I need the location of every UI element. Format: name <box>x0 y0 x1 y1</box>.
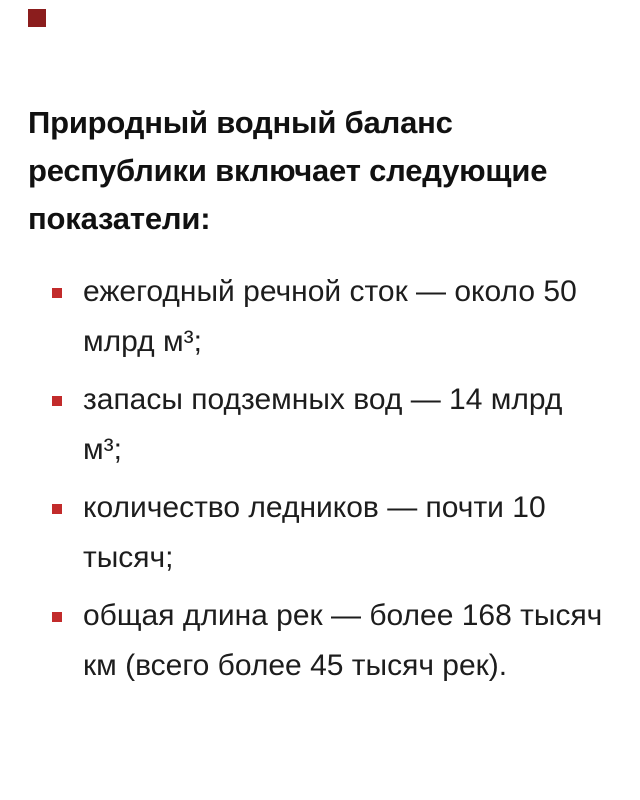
list-item-line: запасы подземных вод — 14 млрд <box>83 383 563 416</box>
bullet-square-icon <box>52 504 62 514</box>
heading-line-1: Природный водный баланс <box>28 105 453 140</box>
corner-marker-square <box>28 9 46 27</box>
heading-line-3: показатели: <box>28 201 211 236</box>
indicator-list <box>28 267 612 691</box>
list-item-line: км (всего более 45 тысяч рек). <box>83 649 508 682</box>
list-item-line: количество ледников — почти 10 <box>83 491 546 524</box>
bullet-square-icon <box>52 612 62 622</box>
list-item-river-length <box>28 591 612 691</box>
list-item-line: тысяч; <box>83 541 174 574</box>
bullet-square-icon <box>52 396 62 406</box>
list-item-glaciers <box>28 483 612 583</box>
list-item-line: ежегодный речной сток — около 50 <box>83 275 577 308</box>
list-item-line: общая длина рек — более 168 тысяч <box>83 599 603 632</box>
list-item-river-flow <box>28 267 612 367</box>
list-item-groundwater <box>28 375 612 475</box>
page-title <box>28 99 612 243</box>
list-item-line: млрд м³; <box>83 325 202 358</box>
list-item-line: м³; <box>83 433 122 466</box>
bullet-square-icon <box>52 288 62 298</box>
heading-line-2: республики включает следующие <box>28 153 548 188</box>
